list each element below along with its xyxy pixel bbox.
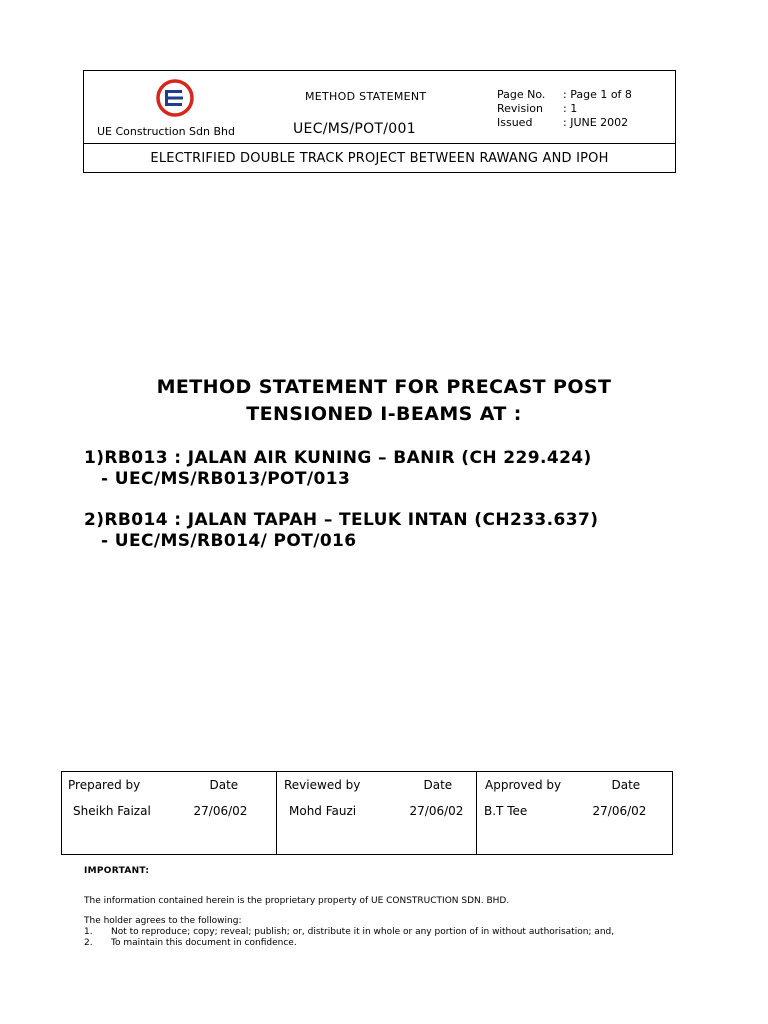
holder-agreement-intro: The holder agrees to the following: [84,916,242,926]
header-top-row [84,71,675,143]
meta-key: Issued [497,116,533,129]
document-meta [497,88,632,130]
list-item [84,927,704,938]
approved-date: 27/06/02 [592,804,647,818]
meta-issued [497,116,632,130]
prepared-by-name: Sheikh Faizal [73,804,151,818]
list-item [84,938,704,949]
date-header: Date [387,772,477,799]
item-1-reference: - UEC/MS/RB013/POT/013 [101,469,351,489]
signoff-table [61,771,673,855]
reviewed-date: 27/06/02 [387,798,477,855]
item-2-reference: - UEC/MS/RB014/ POT/016 [101,531,357,551]
company-name: UE Construction Sdn Bhd [97,125,235,138]
company-logo-icon [156,79,194,117]
list-number: 1. [84,927,93,937]
meta-value: : JUNE 2002 [563,116,629,129]
meta-revision [497,102,632,116]
proprietary-statement: The information contained herein is the proprietary property of UE CONSTRUCTION SDN. BHD. [84,896,510,906]
approved-by-header: Approved by [485,778,562,792]
important-heading: IMPORTANT: [84,866,150,876]
important-notice [84,866,704,949]
date-header: Date [611,778,641,792]
signoff-header-row [62,772,673,799]
list-text: To maintain this document in confidence. [111,938,297,948]
item-1-location: 1)RB013 : JALAN AIR KUNING – BANIR (CH 229.424) [84,448,592,468]
meta-value: : 1 [563,102,578,115]
list-text: Not to reproduce; copy; reveal; publish; or, distribute it in whole or any portion of in without authorisation; and, [111,927,615,937]
document-header [83,70,676,173]
approved-by-name: B.T Tee [484,804,528,818]
meta-key: Revision [497,102,543,115]
main-title-line-2: TENSIONED I-BEAMS AT : [246,403,522,425]
signoff-value-row [62,798,673,855]
meta-value: : Page 1 of 8 [563,88,632,101]
prepared-by-header: Prepared by [68,778,141,792]
reviewed-by-name: Mohd Fauzi [289,804,357,818]
document-code: UEC/MS/POT/001 [293,121,416,137]
item-2-location: 2)RB014 : JALAN TAPAH – TELUK INTAN (CH233.637) [84,510,599,530]
project-title: ELECTRIFIED DOUBLE TRACK PROJECT BETWEEN RAWANG AND IPOH [84,143,675,173]
list-number: 2. [84,938,93,948]
meta-key: Page No. [497,88,546,101]
main-title-line-1: METHOD STATEMENT FOR PRECAST POST [156,376,612,398]
document-type: METHOD STATEMENT [305,90,427,103]
meta-page [497,88,632,102]
prepared-date: 27/06/02 [182,798,277,855]
reviewed-by-header: Reviewed by [284,778,361,792]
date-header: Date [182,772,277,799]
